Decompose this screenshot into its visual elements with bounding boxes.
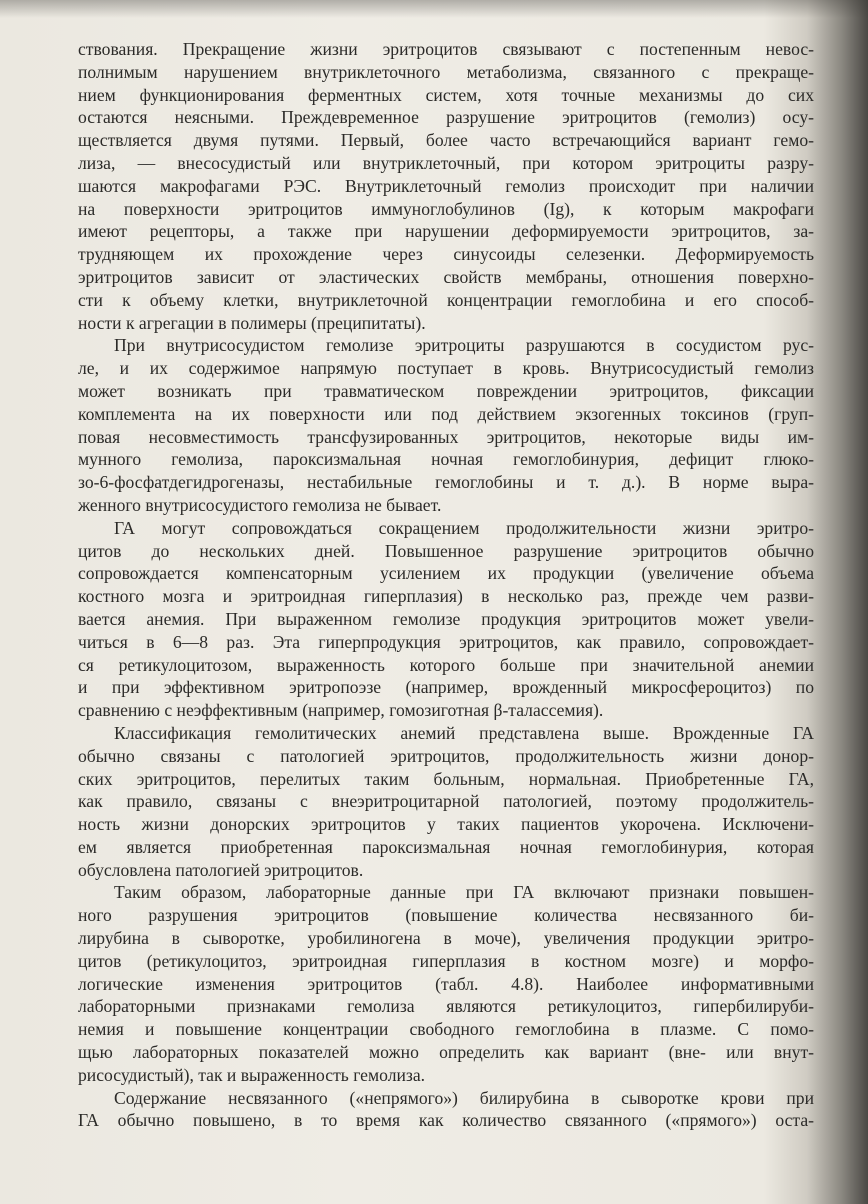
text-line: обычно связаны с патологией эритроцитов, продолжительность жизни донор- [78,745,814,766]
text-line: на поверхности эритроцитов иммуноглобулинов (Ig), к которым макрофаги [78,198,814,219]
text-line: ских эритроцитов, перелитых таким больным, нормальная. Приобретенные ГА, [78,768,814,789]
text-line: повая несовместимость трансфузированных эритроцитов, некоторые виды им- [78,426,814,447]
text-line: ного разрушения эритроцитов (повышение количества несвязанного би- [78,905,814,926]
text-line: читься в 6—8 раз. Эта гиперпродукция эритроцитов, как правило, сопровождает- [78,631,814,652]
text-line: зо-6-фосфатдегидрогеназы, нестабильные гемоглобины и т. д.). В норме выра- [78,472,814,493]
text-line: цитов (ретикулоцитоз, эритроидная гиперплазия в костном мозге) и морфо- [78,950,814,971]
paragraph-1 [78,38,814,334]
text-line: ГА обычно повышено, в то время как количество связанного («прямого») оста- [78,1110,814,1131]
text-line: При внутрисосудистом гемолизе эритроциты разрушаются в сосудистом рус- [114,335,814,356]
paragraph-2 [78,334,814,516]
text-line: ся ретикулоцитозом, выраженность которого больше при значительной анемии [78,654,814,675]
text-line: имеют рецепторы, а также при нарушении деформируемости эритроцитов, за- [78,221,814,242]
page-top-shadow [0,0,868,18]
text-line: щью лабораторных показателей можно определить как вариант (вне- или внут- [78,1042,814,1063]
text-line: комплемента на их поверхности или под действием экзогенных токсинов (груп- [78,403,814,424]
text-line: и при эффективном эритропоэзе (например, врожденный микросфероцитоз) по [78,677,814,698]
text-line: нием функционирования ферментных систем, хотя точные механизмы до сих [78,84,814,105]
text-line: ле, и их содержимое напрямую поступает в кровь. Внутрисосудистый гемолиз [78,358,814,379]
paragraph-3 [78,517,814,722]
text-line: ствования. Прекращение жизни эритроцитов связывают с постепенным невос- [78,39,814,59]
text-line: лабораторными признаками гемолиза являются ретикулоцитоз, гипербилируби- [78,996,814,1017]
text-line: женного внутрисосудистого гемолиза не бывает. [78,494,442,515]
text-line: ность жизни донорских эритроцитов у таких пациентов укорочена. Исключени- [78,814,814,835]
text-line: шаются макрофагами РЭС. Внутриклеточный гемолиз происходит при наличии [78,175,814,196]
text-line: лиза, — внесосудистый или внутриклеточный, при котором эритроциты разру- [78,152,814,173]
text-line: Содержание несвязанного («непрямого») билирубина в сыворотке крови при [114,1087,814,1108]
text-line: сти к объему клетки, внутриклеточной концентрации гемоглобина и его способ- [78,289,814,310]
text-line: мунного гемолиза, пароксизмальная ночная гемоглобинурия, дефицит глюко- [78,449,814,470]
text-line: Таким образом, лабораторные данные при ГА включают признаки повышен- [114,882,814,903]
paragraph-4 [78,722,814,882]
text-line: ГА могут сопровождаться сокращением продолжительности жизни эритро- [114,517,814,538]
text-line: костного мозга и эритроидная гиперплазия) в несколько раз, прежде чем разви- [78,586,814,607]
text-line: остаются неясными. Преждевременное разрушение эритроцитов (гемолиз) осу- [78,107,814,128]
text-line: сопровождается компенсаторным усилением их продукции (увеличение объема [78,563,814,584]
paragraph-5 [78,881,814,1086]
text-line: вается анемия. При выраженном гемолизе продукция эритроцитов может увели- [78,608,814,629]
text-line: немия и повышение концентрации свободного гемоглобина в плазме. С помо- [78,1019,814,1040]
text-line: может возникать при травматическом повреждении эритроцитов, фиксации [78,380,814,401]
text-line: эритроцитов зависит от эластических свойств мембраны, отношения поверхно- [78,266,814,287]
text-line: сравнению с неэффективным (например, гомозиготная β-талассемия). [78,700,604,721]
text-line: трудняющем их прохождение через синусоиды селезенки. Деформируемость [78,244,814,265]
body-text [78,38,814,1132]
paragraph-6 [78,1087,814,1133]
text-line: полнимым нарушением внутриклеточного метаболизма, связанного с прекраще- [78,61,814,82]
text-line: Классификация гемолитических анемий представлена выше. Врожденные ГА [114,722,814,743]
text-line: цитов до нескольких дней. Повышенное разрушение эритроцитов обычно [78,540,814,561]
text-line: лирубина в сыворотке, уробилиногена в моче), увеличения продукции эритро- [78,928,814,949]
text-line: обусловлена патологией эритроцитов. [78,859,364,880]
text-line: ем является приобретенная пароксизмальная ночная гемоглобинурия, которая [78,836,814,857]
text-line: логические изменения эритроцитов (табл. 4.8). Наиболее информативными [78,973,814,994]
text-line: ществляется двумя путями. Первый, более часто встречающийся вариант гемо- [78,130,814,151]
text-line: рисосудистый), так и выраженность гемолиза. [78,1064,426,1085]
text-line: ности к агрегации в полимеры (преципитаты). [78,312,426,333]
text-line: как правило, связаны с внеэритроцитарной патологией, поэтому продолжитель- [78,791,814,812]
